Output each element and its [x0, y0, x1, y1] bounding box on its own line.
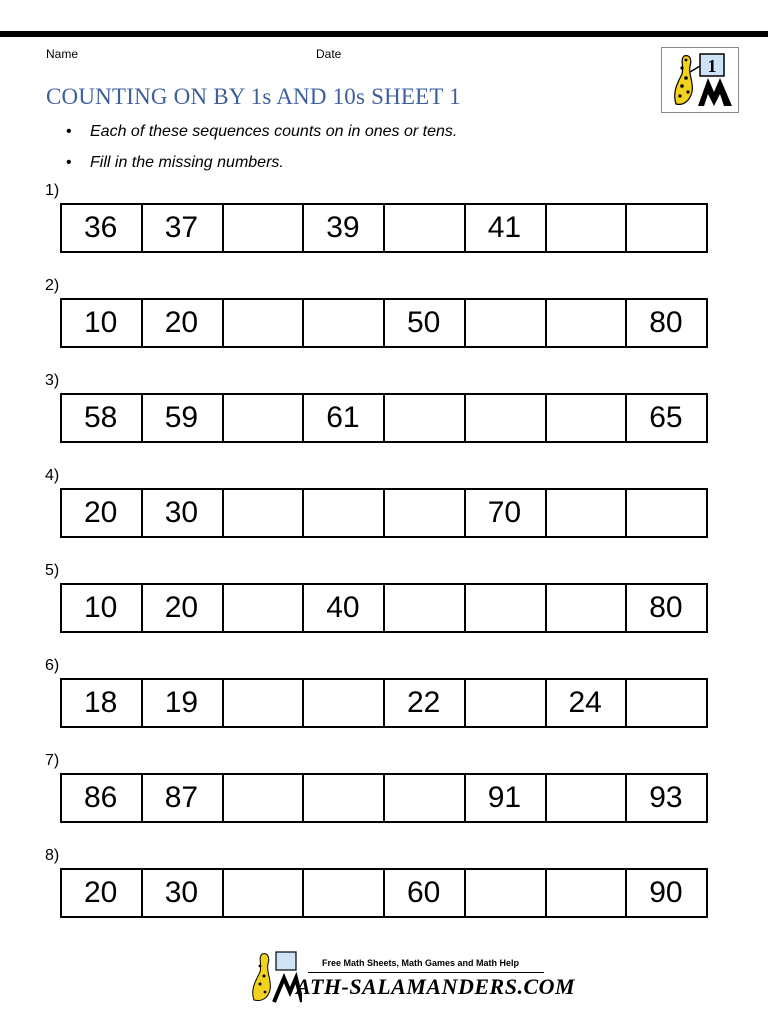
sequence-row [60, 298, 708, 348]
problem-4 [45, 466, 725, 546]
sequence-row [60, 488, 708, 538]
problem-6 [45, 656, 725, 736]
sequence-row [60, 393, 708, 443]
number-cell: 87 [143, 775, 224, 821]
blank-cell[interactable] [385, 490, 466, 536]
number-cell: 93 [649, 781, 683, 814]
top-rule [0, 31, 768, 37]
sequence-row [60, 583, 708, 633]
blank-cell[interactable] [224, 490, 305, 536]
number-cell: 10 [62, 585, 143, 631]
number-cell: 80 [649, 591, 683, 624]
instructions-list [66, 121, 457, 183]
blank-cell[interactable] [547, 205, 628, 251]
blank-cell[interactable] [224, 870, 305, 916]
number-cell: 90 [649, 876, 683, 909]
footer-divider [308, 972, 544, 973]
problem-8 [45, 846, 725, 926]
number-cell: 24 [547, 680, 628, 726]
blank-cell[interactable] [466, 680, 547, 726]
blank-cell[interactable] [224, 775, 305, 821]
number-cell: 39 [304, 205, 385, 251]
number-cell: 41 [466, 205, 547, 251]
blank-cell[interactable] [304, 870, 385, 916]
problem-5 [45, 561, 725, 641]
sequence-row [60, 678, 708, 728]
blank-cell[interactable] [627, 490, 706, 536]
footer-salamander-icon [246, 948, 302, 1004]
blank-cell[interactable] [385, 585, 466, 631]
number-cell: 10 [62, 300, 143, 346]
number-cell: 61 [304, 395, 385, 441]
blank-cell[interactable] [224, 680, 305, 726]
blank-cell[interactable] [547, 490, 628, 536]
instruction-item: • Fill in the missing numbers. [66, 154, 284, 171]
blank-cell[interactable] [224, 395, 305, 441]
instruction-item: • Each of these sequences counts on in ones or tens. [66, 123, 458, 140]
blank-cell[interactable] [547, 775, 628, 821]
number-cell: 22 [385, 680, 466, 726]
blank-cell[interactable] [547, 395, 628, 441]
number-cell: 37 [143, 205, 224, 251]
footer-logo [246, 948, 576, 1004]
blank-cell[interactable] [547, 300, 628, 346]
date-label: Date [316, 47, 342, 61]
blank-cell[interactable] [385, 775, 466, 821]
blank-cell[interactable] [547, 870, 628, 916]
sequence-row [60, 773, 708, 823]
blank-cell[interactable] [385, 205, 466, 251]
blank-cell[interactable] [466, 870, 547, 916]
blank-cell[interactable] [547, 585, 628, 631]
number-cell: 19 [143, 680, 224, 726]
blank-cell[interactable] [224, 300, 305, 346]
number-cell: 58 [62, 395, 143, 441]
blank-cell[interactable] [224, 205, 305, 251]
problem-number: 5) [45, 562, 60, 579]
salamander-icon [662, 48, 738, 112]
number-cell: 20 [143, 585, 224, 631]
problem-number: 4) [45, 467, 60, 484]
number-cell: 30 [143, 870, 224, 916]
blank-cell[interactable] [466, 585, 547, 631]
footer-site-name: ATH-SALAMANDERS.COM [296, 974, 576, 999]
blank-cell[interactable] [304, 300, 385, 346]
number-cell: 86 [62, 775, 143, 821]
blank-cell[interactable] [627, 680, 706, 726]
footer-tagline: Free Math Sheets, Math Games and Math Help [322, 958, 520, 968]
problem-3 [45, 371, 725, 451]
problem-2 [45, 276, 725, 356]
problem-number: 1) [45, 182, 60, 199]
number-cell: 20 [62, 490, 143, 536]
blank-cell[interactable] [304, 775, 385, 821]
number-cell: 50 [385, 300, 466, 346]
worksheet-title: COUNTING ON BY 1s AND 10s SHEET 1 [46, 84, 461, 109]
number-cell: 60 [385, 870, 466, 916]
number-cell: 36 [62, 205, 143, 251]
number-cell: 20 [62, 870, 143, 916]
number-cell: 40 [304, 585, 385, 631]
number-cell: 20 [143, 300, 224, 346]
blank-cell[interactable] [627, 205, 706, 251]
number-cell: 70 [466, 490, 547, 536]
sequence-row [60, 203, 708, 253]
problem-7 [45, 751, 725, 831]
problem-number: 8) [45, 847, 60, 864]
number-cell: 80 [649, 306, 683, 339]
problem-number: 7) [45, 752, 60, 769]
blank-cell[interactable] [224, 585, 305, 631]
problem-number: 2) [45, 277, 60, 294]
number-cell: 65 [649, 401, 683, 434]
blank-cell[interactable] [304, 680, 385, 726]
problem-number: 3) [45, 372, 60, 389]
number-cell: 30 [143, 490, 224, 536]
sequence-row [60, 868, 708, 918]
number-cell: 18 [62, 680, 143, 726]
number-cell: 91 [466, 775, 547, 821]
problem-1 [45, 181, 725, 261]
blank-cell[interactable] [304, 490, 385, 536]
salamander-logo [661, 47, 739, 113]
blank-cell[interactable] [385, 395, 466, 441]
blank-cell[interactable] [466, 300, 547, 346]
blank-cell[interactable] [466, 395, 547, 441]
problem-number: 6) [45, 657, 60, 674]
number-cell: 59 [143, 395, 224, 441]
logo-badge-number: 1 [707, 56, 717, 76]
name-label: Name [46, 47, 79, 61]
